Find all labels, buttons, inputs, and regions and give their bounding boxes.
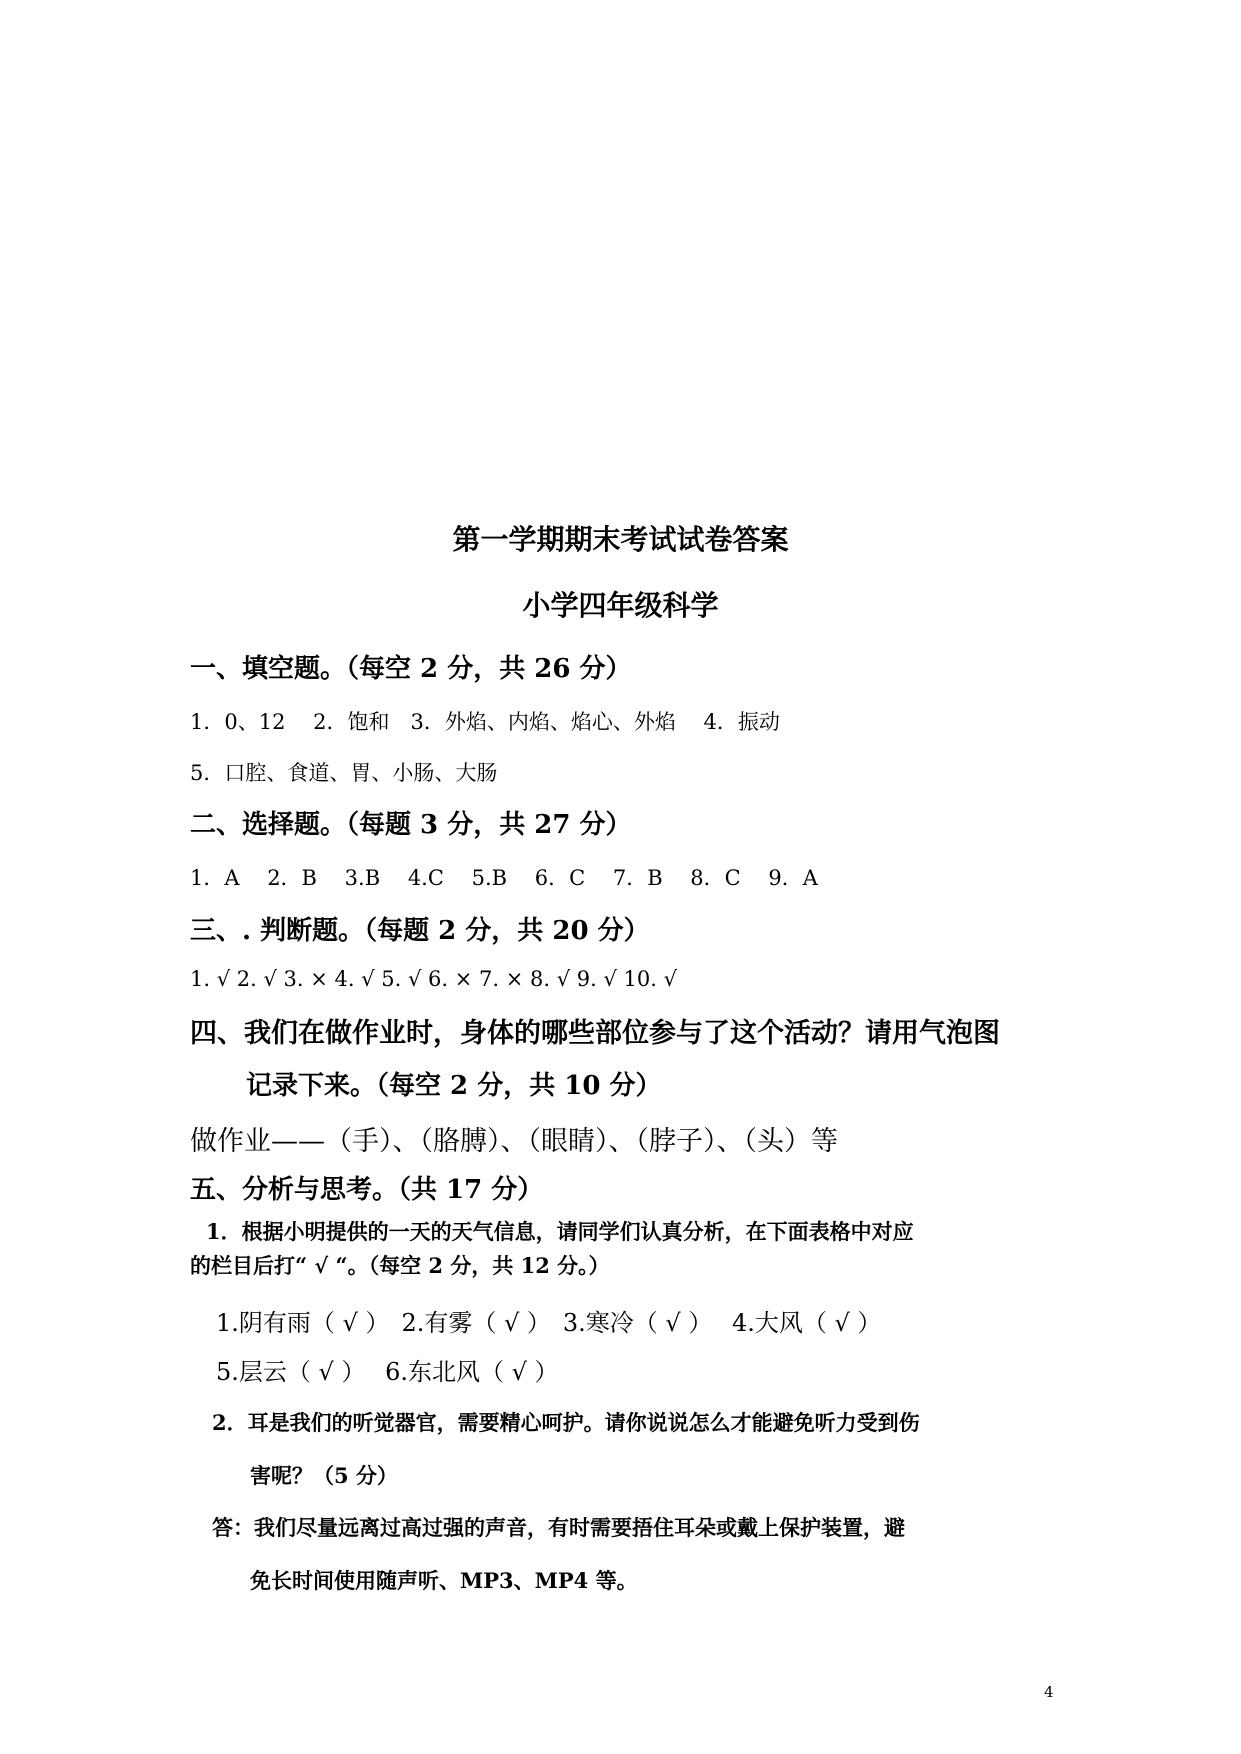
section5-q1-line: 的栏目后打“ √ “。（每空 2 分，共 12 分。）	[190, 1253, 610, 1278]
document-subtitle: 小学四年级科学	[522, 589, 719, 622]
section4-answer: 做作业——（手）、（胳膊）、（眼睛）、（脖子）、（头）等	[190, 1126, 838, 1157]
section3-answer-line: 1. √ 2. √ 3. × 4. √ 5. √ 6. × 7. × 8. √ 9. √ 10. √	[190, 967, 678, 991]
section1-answer-line: 5．口腔、食道、胃、小肠、大肠	[190, 761, 498, 785]
section5-a2-line: 免长时间使用随声听、MP3、MP4 等。	[250, 1568, 638, 1593]
document-title: 第一学期期末考试试卷答案	[452, 523, 789, 556]
section3-heading: 三、. 判断题。（每题 2 分，共 20 分）	[190, 916, 650, 946]
section5-q2-line: 害呢？（5 分）	[250, 1463, 398, 1488]
section5-a1-line: 5.层云（ √ ） 6.东北风（ √ ）	[216, 1358, 559, 1386]
page-number: 4	[1044, 1683, 1054, 1701]
section5-heading: 五、分析与思考。（共 17 分）	[190, 1175, 544, 1205]
section4-heading-cont: 记录下来。（每空 2 分，共 10 分）	[246, 1071, 662, 1101]
section5-q1-line: 1．根据小明提供的一天的天气信息，请同学们认真分析，在下面表格中对应	[206, 1219, 914, 1244]
section1-answer-line: 1．0、12 2．饱和 3．外焰、内焰、焰心、外焰 4．振动	[190, 710, 780, 734]
section2-heading: 二、选择题。（每题 3 分，共 27 分）	[190, 810, 632, 840]
section5-a2-line: 答：我们尽量远离过高过强的声音，有时需要捂住耳朵或戴上保护装置，避	[212, 1515, 905, 1540]
section2-answer-line: 1．A 2．B 3.B 4.C 5.B 6．C 7．B 8．C 9．A	[190, 866, 818, 890]
section4-heading: 四、我们在做作业时，身体的哪些部位参与了这个活动？请用气泡图	[190, 1018, 1000, 1049]
section1-heading: 一、填空题。（每空 2 分，共 26 分）	[190, 654, 632, 684]
section5-a1-line: 1.阴有雨（ √ ） 2.有雾（ √ ） 3.寒冷（ √ ） 4.大风（ √ ）	[216, 1309, 882, 1337]
section5-q2-line: 2．耳是我们的听觉器官，需要精心呵护。请你说说怎么才能避免听力受到伤	[212, 1410, 920, 1435]
